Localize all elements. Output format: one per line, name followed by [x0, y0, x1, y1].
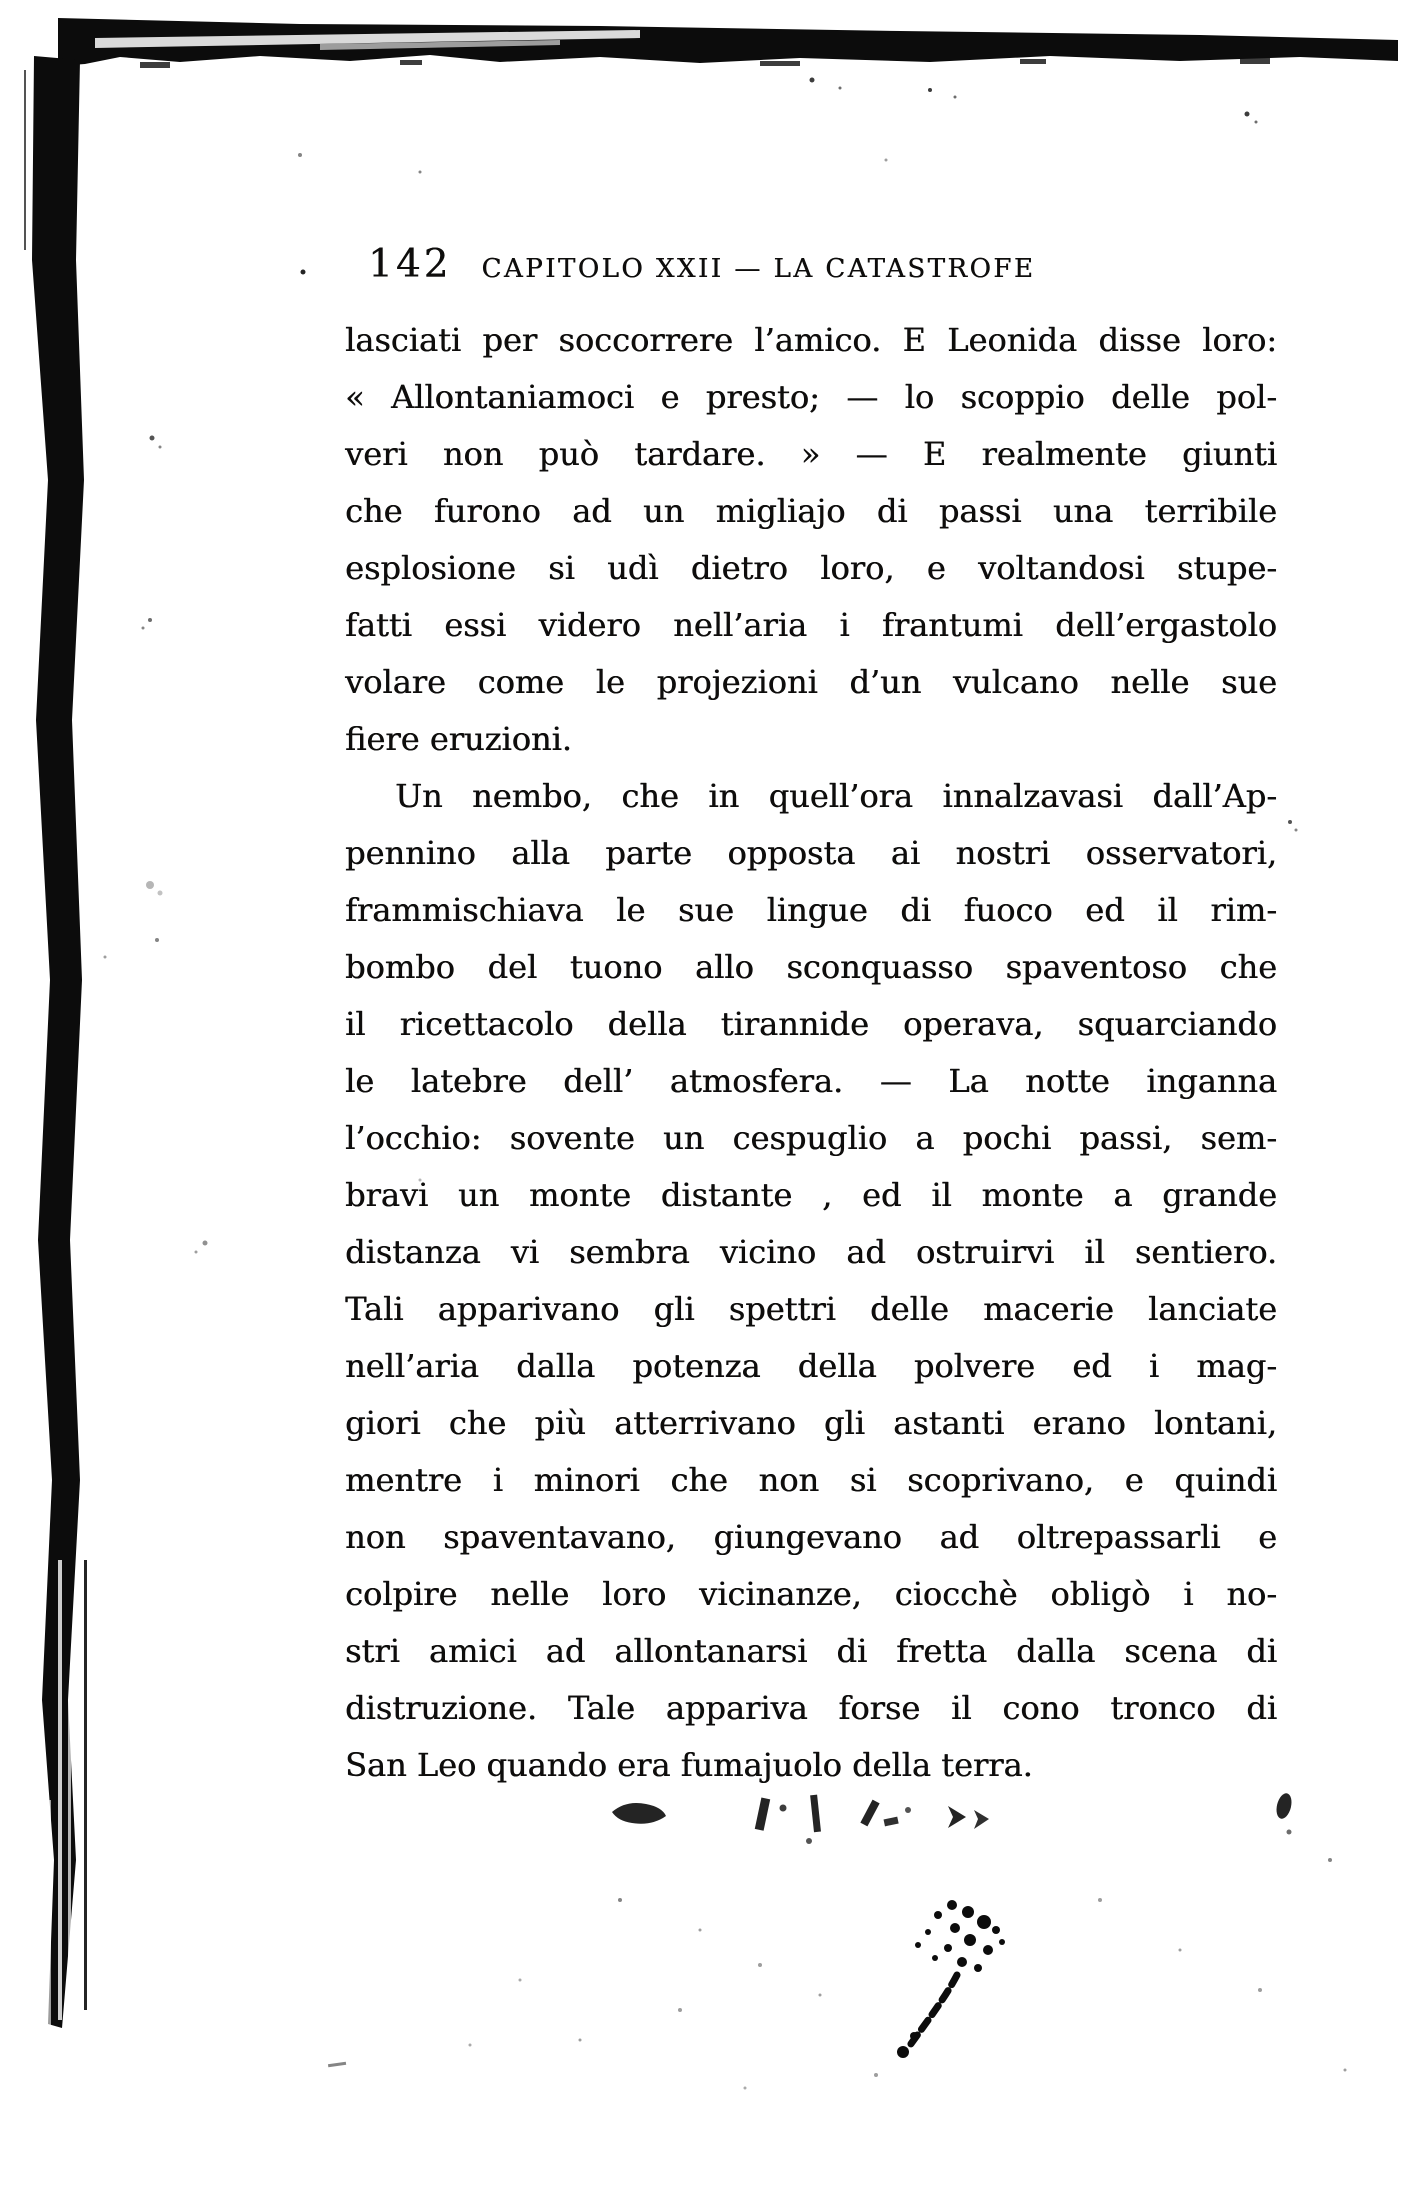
text-line: veri non può tardare. » — E realmente giunti [345, 435, 1277, 473]
text-line: esplosione si udì dietro loro, e voltandosi stupe- [345, 549, 1277, 587]
text-line: distruzione. Tale appariva forse il cono tronco di [345, 1689, 1277, 1727]
text-line: « Allontaniamoci e presto; — lo scoppio delle pol- [345, 378, 1277, 416]
page-header [368, 242, 1035, 287]
text-line: Un nembo, che in quell’ora innalzavasi dall’Ap- [395, 777, 1277, 815]
text-line: le latebre dell’ atmosfera. — La notte inganna [345, 1062, 1277, 1100]
text-line: Tali apparivano gli spettri delle macerie lanciate [345, 1290, 1277, 1328]
text-line: nell’aria dalla potenza della polvere ed i mag- [345, 1347, 1277, 1385]
text-line: il ricettacolo della tirannide operava, squarciando [345, 1005, 1277, 1043]
text-line: l’occhio: sovente un cespuglio a pochi passi, sem- [345, 1119, 1277, 1157]
text-line: fiere eruzioni. [345, 720, 572, 758]
text-line: mentre i minori che non si scoprivano, e quindi [345, 1461, 1277, 1499]
text-line: bombo del tuono allo sconquasso spaventoso che [345, 948, 1277, 986]
text-line: lasciati per soccorrere l’amico. E Leonida disse loro: [345, 321, 1277, 359]
text-line: colpire nelle loro vicinanze, ciocchè obligò i no- [345, 1575, 1277, 1613]
scan-artifact-ink-smudges [612, 1792, 1294, 1844]
text-line: fatti essi videro nell’aria i frantumi dell’ergastolo [345, 606, 1277, 644]
text-line: bravi un monte distante , ed il monte a grande [345, 1176, 1277, 1214]
scan-artifact-left-band [32, 56, 84, 2028]
running-title: CAPITOLO XXII — LA CATASTROFE [481, 254, 1036, 284]
text-line: pennino alla parte opposta ai nostri osservatori, [345, 834, 1277, 872]
text-line: non spaventavano, giungevano ad oltrepassarli e [345, 1518, 1277, 1556]
text-line: volare come le projezioni d’un vulcano nelle sue [345, 663, 1277, 701]
text-line: stri amici ad allontanarsi di fretta dalla scena di [345, 1632, 1277, 1670]
text-line: che furono ad un migliajo di passi una terribile [345, 492, 1277, 530]
text-line: San Leo quando era fumajuolo della terra. [345, 1746, 1033, 1784]
page-number: 142 [368, 242, 452, 287]
text-line: distanza vi sembra vicino ad ostruirvi il sentiero. [345, 1233, 1277, 1271]
body-text [345, 312, 1277, 1794]
scan-artifact-scribble [897, 1900, 1005, 2058]
text-line: giori che più atterrivano gli astanti erano lontani, [345, 1404, 1277, 1442]
scan-artifact-top-band [58, 18, 1398, 66]
text-line: frammischiava le sue lingue di fuoco ed il rim- [345, 891, 1277, 929]
